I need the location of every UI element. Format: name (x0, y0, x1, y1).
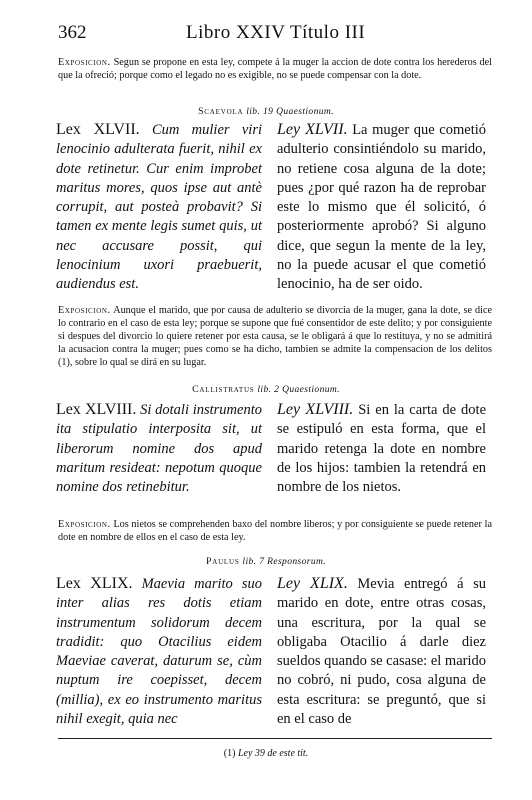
footnote (0, 748, 532, 759)
source-citation (0, 384, 532, 395)
exposition-lead: Exposicion. (58, 305, 111, 316)
latin-text: Cum mulier viri lenocinio adulterata fuerit, nihil ex dote retinetur. Cur enim improbet maritus mores, quos ipse aut antè corrupit, aut posteà probavit? Si tamen ex mente legis sumet quis, ut nec accusare possit, qui lenocinium uxori praebuerit, audiendus est. (56, 122, 262, 293)
page-header (58, 22, 492, 48)
footnote-mark: (1) (223, 748, 236, 759)
source-author: Callistratus (192, 384, 255, 395)
running-title: Libro XXIV Título III (186, 22, 366, 43)
ley-heading: Ley XLIX. (277, 575, 348, 592)
source-author: Scaevola (198, 106, 244, 117)
latin-text-block (56, 400, 262, 497)
source-reference: lib. 19 Quaestionum. (246, 107, 334, 117)
exposition-paragraph (58, 518, 492, 544)
latin-text: Si dotali instrumento ita stipulatio interposita sit, ut liberorum nomine dos apud maritum resideat: nepotum quoque nomine dos retinebitur. (56, 402, 262, 496)
spanish-text-block (277, 574, 486, 729)
spanish-text: Mevia entregó á su marido en dote, entre otras cosas, una escritura, por la qual se obligaba Otacilio á darle diez sueldos quando se casase: el marido no cobró, ni pudo, cosa alguna de esta escritura: se preguntó, que si en el caso de (277, 576, 486, 728)
footnote-rule (58, 738, 492, 739)
lex-heading: Lex XLVIII. (56, 401, 137, 418)
ley-heading: Ley XLVII. (277, 121, 348, 138)
lex-heading: Lex XLVII. (56, 121, 140, 138)
exposition-lead: Exposicion. (58, 57, 111, 68)
exposition-lead: Exposicion. (58, 519, 111, 530)
lex-heading: Lex XLIX. (56, 575, 133, 592)
exposition-text: Aunque el marido, que por causa de adulterio se divorcia de la muger, gana la dote, se dice lo contrario en el caso de esta ley; porque se supone que fué consentidor de este delito; y por consiguiente si despues del divorcio lo quiere retener por esta causa, se le obligará á que lo restituya, y no se admitirá la acusacion contra la muger; pues como se ha dicho, tambien se admite la compensacion de los delitos (1), sobre lo qual se dirá en su lugar. (58, 305, 492, 368)
source-reference: lib. 7 Responsorum. (242, 557, 327, 567)
spanish-text-block (277, 400, 486, 497)
footnote-reference: Ley 39 de este tit. (237, 748, 309, 759)
exposition-text: Segun se propone en esta ley, compete á la muger la accion de dote contra los herederos del que la ofreció; porque como el legado no es exigible, no se puede compensar con la dote. (58, 57, 492, 81)
source-citation (0, 106, 532, 117)
page-number: 362 (58, 22, 87, 43)
source-reference: lib. 2 Quaestionum. (257, 385, 340, 395)
spanish-text: La muger que cometió adulterio consintiéndolo su marido, no retiene cosa alguna de la dote; pues ¿por qué razon ha de reprobar este lo mismo que él solicitó, ó posteriormente aprobó? Si alguno dice, que segun la mente de la ley, no la puede acusar el que cometió lenocinio, ha de ser oido. (277, 122, 487, 293)
latin-text: Maevia marito suo inter alias res dotis etiam instrumentum solidorum decem tradidit: quo Otacilius eidem Maeviae caverat, daturum se, cùm nuptum ire coepisset, decem (millia), ex eo instrumento maritus nihil exegit, quia nec (56, 576, 263, 728)
ley-heading: Ley XLVIII. (277, 401, 354, 418)
latin-text-block (56, 574, 262, 729)
latin-text-block (56, 120, 262, 295)
exposition-paragraph (58, 304, 492, 369)
source-author: Paulus (205, 556, 240, 567)
exposition-paragraph (58, 56, 492, 82)
spanish-text: Si en la carta de dote se estipuló en esta forma, que el marido retenga la dote en nombre de los hijos: tambien la retendrá en nombre de los nietos. (277, 402, 487, 496)
exposition-text: Los nietos se comprehenden baxo del nombre liberos; y por consiguiente se puede retener la dote en nombre de ellos en el caso de esta ley. (58, 519, 492, 543)
spanish-text-block (277, 120, 486, 295)
source-citation (0, 556, 532, 567)
